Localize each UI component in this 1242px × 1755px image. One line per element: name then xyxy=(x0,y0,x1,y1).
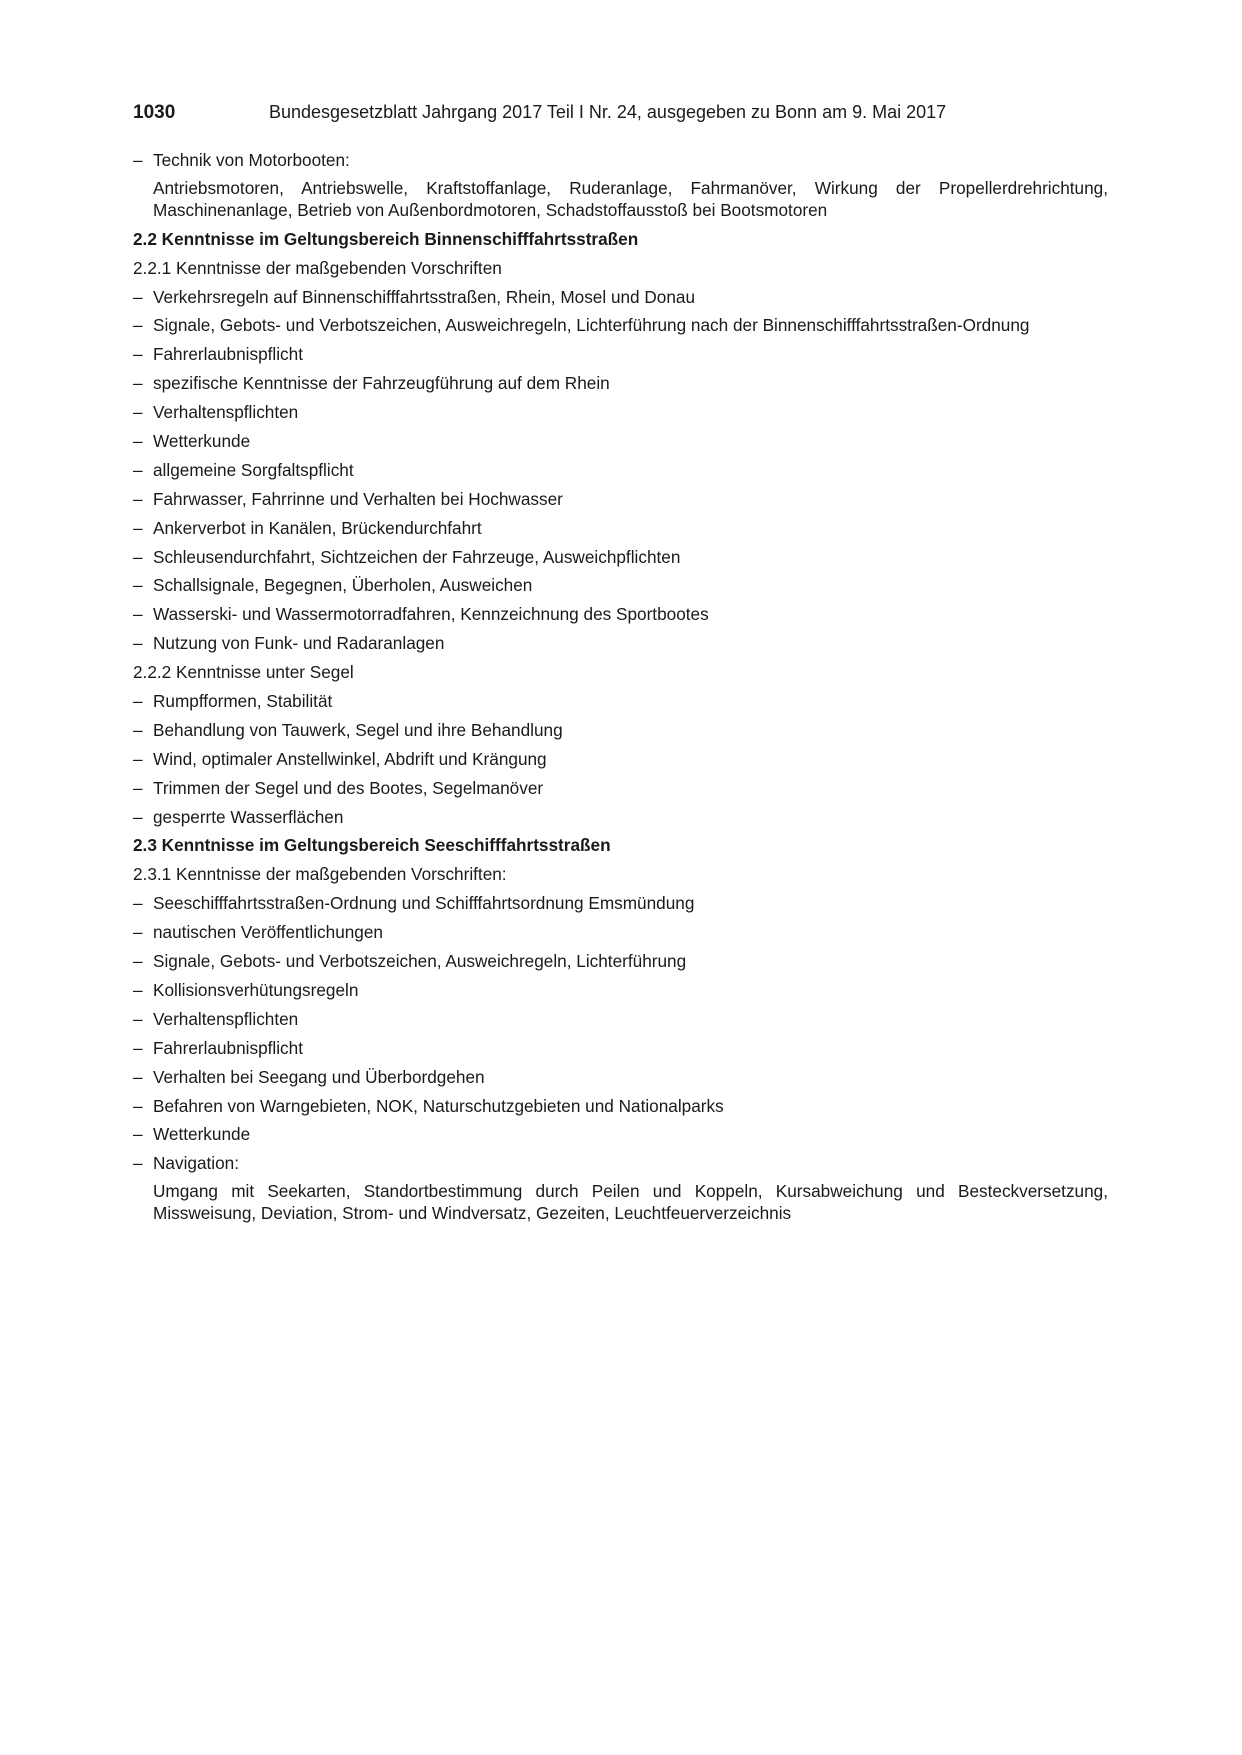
section-heading: 2.2 Kenntnisse im Geltungsbereich Binnenschifffahrtsstraßen xyxy=(133,228,639,249)
list-dash: – xyxy=(133,748,143,769)
list-dash: – xyxy=(133,344,143,365)
section-heading: 2.3 Kenntnisse im Geltungsbereich Seeschifffahrtsstraßen xyxy=(133,835,611,856)
list-item xyxy=(133,719,1108,741)
list-item-text: Ankerverbot in Kanälen, Brückendurchfahrt xyxy=(153,517,482,538)
list-item xyxy=(133,979,1108,1001)
list-item-text: Befahren von Warngebieten, NOK, Naturschutzgebieten und Nationalparks xyxy=(153,1095,724,1116)
list-dash: – xyxy=(133,719,143,740)
list-item-text: Wasserski- und Wassermotorradfahren, Kennzeichnung des Sportbootes xyxy=(153,604,709,625)
list-item-text: Wetterkunde xyxy=(153,1124,251,1145)
page-number: 1030 xyxy=(133,102,176,123)
list-dash: – xyxy=(133,459,143,480)
list-item xyxy=(133,488,1108,510)
list-item-text: allgemeine Sorgfaltspflicht xyxy=(153,459,354,480)
list-item-text: Verkehrsregeln auf Binnenschifffahrtsstraßen, Rhein, Mosel und Donau xyxy=(153,286,696,307)
list-item xyxy=(133,748,1108,770)
list-item-text: Technik von Motorbooten: xyxy=(153,150,350,170)
list-dash: – xyxy=(133,806,143,827)
list-dash: – xyxy=(133,488,143,509)
list-dash: – xyxy=(133,1037,143,1058)
list-item-text: Rumpfformen, Stabilität xyxy=(153,691,333,712)
list-item-text: Fahrerlaubnispflicht xyxy=(153,344,303,365)
list-dash: – xyxy=(133,691,143,712)
list-item xyxy=(133,632,1108,654)
list-item-text: Wetterkunde xyxy=(153,431,251,452)
list-dash: – xyxy=(133,150,143,170)
subsection-title: 2.3.1 Kenntnisse der maßgebenden Vorschriften: xyxy=(133,864,507,885)
list-item-text: Fahrerlaubnispflicht xyxy=(153,1037,303,1058)
list-item xyxy=(133,574,1108,596)
list-dash: – xyxy=(133,979,143,1000)
list-item xyxy=(133,149,1108,171)
list-item-text: Fahrwasser, Fahrrinne und Verhalten bei Hochwasser xyxy=(153,488,563,509)
list-item xyxy=(133,314,1108,336)
list-dash: – xyxy=(133,922,143,943)
list-item xyxy=(133,603,1108,625)
list-item-text: spezifische Kenntnisse der Fahrzeugführung auf dem Rhein xyxy=(153,373,610,394)
document-body xyxy=(133,149,1108,1224)
list-dash: – xyxy=(133,315,143,336)
list-dash: – xyxy=(133,517,143,538)
list-item xyxy=(133,1037,1108,1059)
list-item xyxy=(133,459,1108,481)
list-item-text: Behandlung von Tauwerk, Segel und ihre Behandlung xyxy=(153,719,563,740)
list-item xyxy=(133,892,1108,914)
list-item-text: Signale, Gebots- und Verbotszeichen, Ausweichregeln, Lichterführung nach der Binnenschifffahrtsstraßen-Ordnung xyxy=(153,315,1030,336)
list-item xyxy=(133,1008,1108,1030)
publication-title: Bundesgesetzblatt Jahrgang 2017 Teil I Nr. 24, ausgegeben zu Bonn am 9. Mai 2017 xyxy=(269,102,947,122)
list-item-text: gesperrte Wasserflächen xyxy=(153,806,344,827)
list-item-text: Verhaltenspflichten xyxy=(153,402,299,423)
list-dash: – xyxy=(133,777,143,798)
list-item xyxy=(133,372,1108,394)
list-item xyxy=(133,286,1108,308)
list-item-text: Kollisionsverhütungsregeln xyxy=(153,979,359,1000)
list-dash: – xyxy=(133,402,143,423)
list-item-text: Wind, optimaler Anstellwinkel, Abdrift und Krängung xyxy=(153,748,547,769)
list-item xyxy=(133,806,1108,828)
list-item xyxy=(133,1123,1108,1145)
list-dash: – xyxy=(133,1095,143,1116)
list-item xyxy=(133,546,1108,568)
list-dash: – xyxy=(133,373,143,394)
list-item xyxy=(133,1152,1108,1174)
list-dash: – xyxy=(133,286,143,307)
list-item-text: nautischen Veröffentlichungen xyxy=(153,922,383,943)
list-item xyxy=(133,1066,1108,1088)
list-item-text: Schallsignale, Begegnen, Überholen, Ausweichen xyxy=(153,575,533,596)
subsection-title: 2.2.2 Kenntnisse unter Segel xyxy=(133,662,354,683)
list-dash: – xyxy=(133,575,143,596)
list-item xyxy=(133,343,1108,365)
list-item-text: Signale, Gebots- und Verbotszeichen, Ausweichregeln, Lichterführung xyxy=(153,951,687,972)
list-item-text: Seeschifffahrtsstraßen-Ordnung und Schifffahrtsordnung Emsmündung xyxy=(153,893,695,914)
indented-paragraph: Umgang mit Seekarten, Standortbestimmung durch Peilen und Koppeln, Kursabweichung und Besteckversetzung, Missweisung, Deviation, Strom- und Windversatz, Gezeiten, Leuchtfeuerverzeichnis xyxy=(153,1181,1108,1224)
list-item-text: Verhaltenspflichten xyxy=(153,1008,299,1029)
list-item-text: Navigation: xyxy=(153,1153,239,1174)
list-dash: – xyxy=(133,951,143,972)
subsection-title: 2.2.1 Kenntnisse der maßgebenden Vorschriften xyxy=(133,257,502,278)
list-dash: – xyxy=(133,431,143,452)
list-dash: – xyxy=(133,1066,143,1087)
list-item-text: Nutzung von Funk- und Radaranlagen xyxy=(153,633,445,654)
list-item xyxy=(133,921,1108,943)
list-item-text: Trimmen der Segel und des Bootes, Segelmanöver xyxy=(153,777,544,798)
list-item xyxy=(133,950,1108,972)
list-dash: – xyxy=(133,633,143,654)
list-item-text: Schleusendurchfahrt, Sichtzeichen der Fahrzeuge, Ausweichpflichten xyxy=(153,546,681,567)
list-item xyxy=(133,430,1108,452)
list-dash: – xyxy=(133,1153,143,1174)
list-item-text: Verhalten bei Seegang und Überbordgehen xyxy=(153,1066,485,1087)
page-header xyxy=(133,96,1108,129)
list-dash: – xyxy=(133,604,143,625)
list-item xyxy=(133,777,1108,799)
list-dash: – xyxy=(133,1008,143,1029)
list-dash: – xyxy=(133,893,143,914)
list-item xyxy=(133,690,1108,712)
document-page xyxy=(133,96,1108,1231)
indented-paragraph: Antriebsmotoren, Antriebswelle, Kraftstoffanlage, Ruderanlage, Fahrmanöver, Wirkung der Propellerdrehrichtung, Maschinenanlage, Betrieb von Außenbordmotoren, Schadstoffausstoß bei Bootsmotoren xyxy=(153,177,1108,220)
list-dash: – xyxy=(133,1124,143,1145)
list-item xyxy=(133,1095,1108,1117)
list-dash: – xyxy=(133,546,143,567)
list-item xyxy=(133,517,1108,539)
list-item xyxy=(133,401,1108,423)
